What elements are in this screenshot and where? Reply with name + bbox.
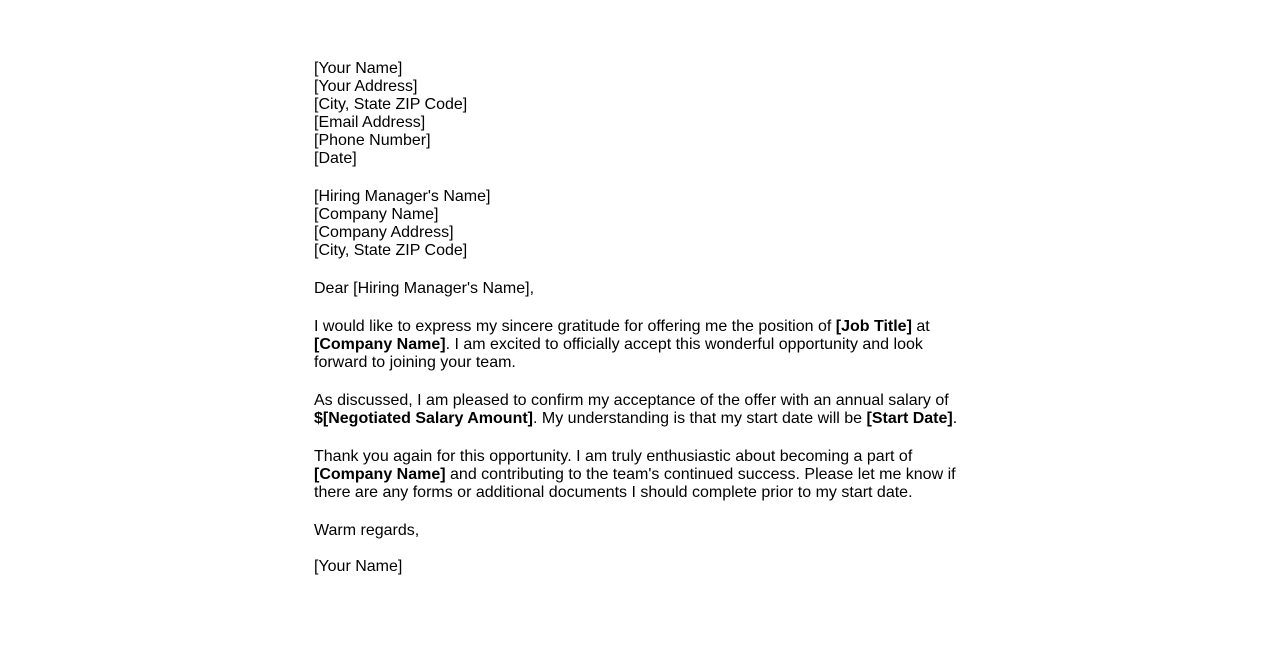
sender-phone: [Phone Number]: [314, 132, 431, 149]
job-title-placeholder: [Job Title]: [835, 318, 912, 335]
salary-placeholder: $[Negotiated Salary Amount]: [314, 410, 533, 427]
paragraph-text: As discussed, I am pleased to confirm my acceptance of the offer with an annual salary of: [314, 392, 949, 409]
paragraph-salary: [314, 392, 964, 428]
closing: Warm regards,: [314, 522, 420, 539]
sender-address: [Your Address]: [314, 78, 418, 95]
recipient-city-state-zip: [City, State ZIP Code]: [314, 242, 468, 259]
signature: [Your Name]: [314, 558, 403, 575]
sender-email: [Email Address]: [314, 114, 426, 131]
recipient-address: [Company Address]: [314, 224, 454, 241]
acceptance-letter: [314, 60, 964, 576]
letter-date: [Date]: [314, 150, 357, 167]
company-name-placeholder: [Company Name]: [314, 466, 446, 483]
paragraph-text: I would like to express my sincere gratitude for offering me the position of: [314, 318, 836, 335]
recipient-company: [Company Name]: [314, 206, 439, 223]
paragraph-text: . I am excited to officially accept this wonderful opportunity and look forward to joining your team.: [314, 336, 923, 371]
sender-city-state-zip: [City, State ZIP Code]: [314, 96, 468, 113]
paragraph-acceptance: [314, 318, 964, 372]
sender-name: [Your Name]: [314, 60, 403, 77]
sender-block: [314, 60, 964, 168]
paragraph-text: Thank you again for this opportunity. I am truly enthusiastic about becoming a part of: [314, 448, 913, 465]
salutation: Dear [Hiring Manager's Name],: [314, 280, 535, 297]
paragraph-text: at: [911, 318, 930, 335]
paragraph-text: .: [952, 410, 958, 427]
paragraph-thanks: [314, 448, 964, 502]
recipient-name: [Hiring Manager's Name]: [314, 188, 491, 205]
start-date-placeholder: [Start Date]: [866, 410, 953, 427]
recipient-block: [314, 188, 964, 260]
paragraph-text: . My understanding is that my start date will be: [533, 410, 867, 427]
paragraph-text: and contributing to the team's continued success. Please let me know if there are any forms or additional documents I should complete prior to my start date.: [314, 466, 956, 501]
company-name-placeholder: [Company Name]: [314, 336, 446, 353]
